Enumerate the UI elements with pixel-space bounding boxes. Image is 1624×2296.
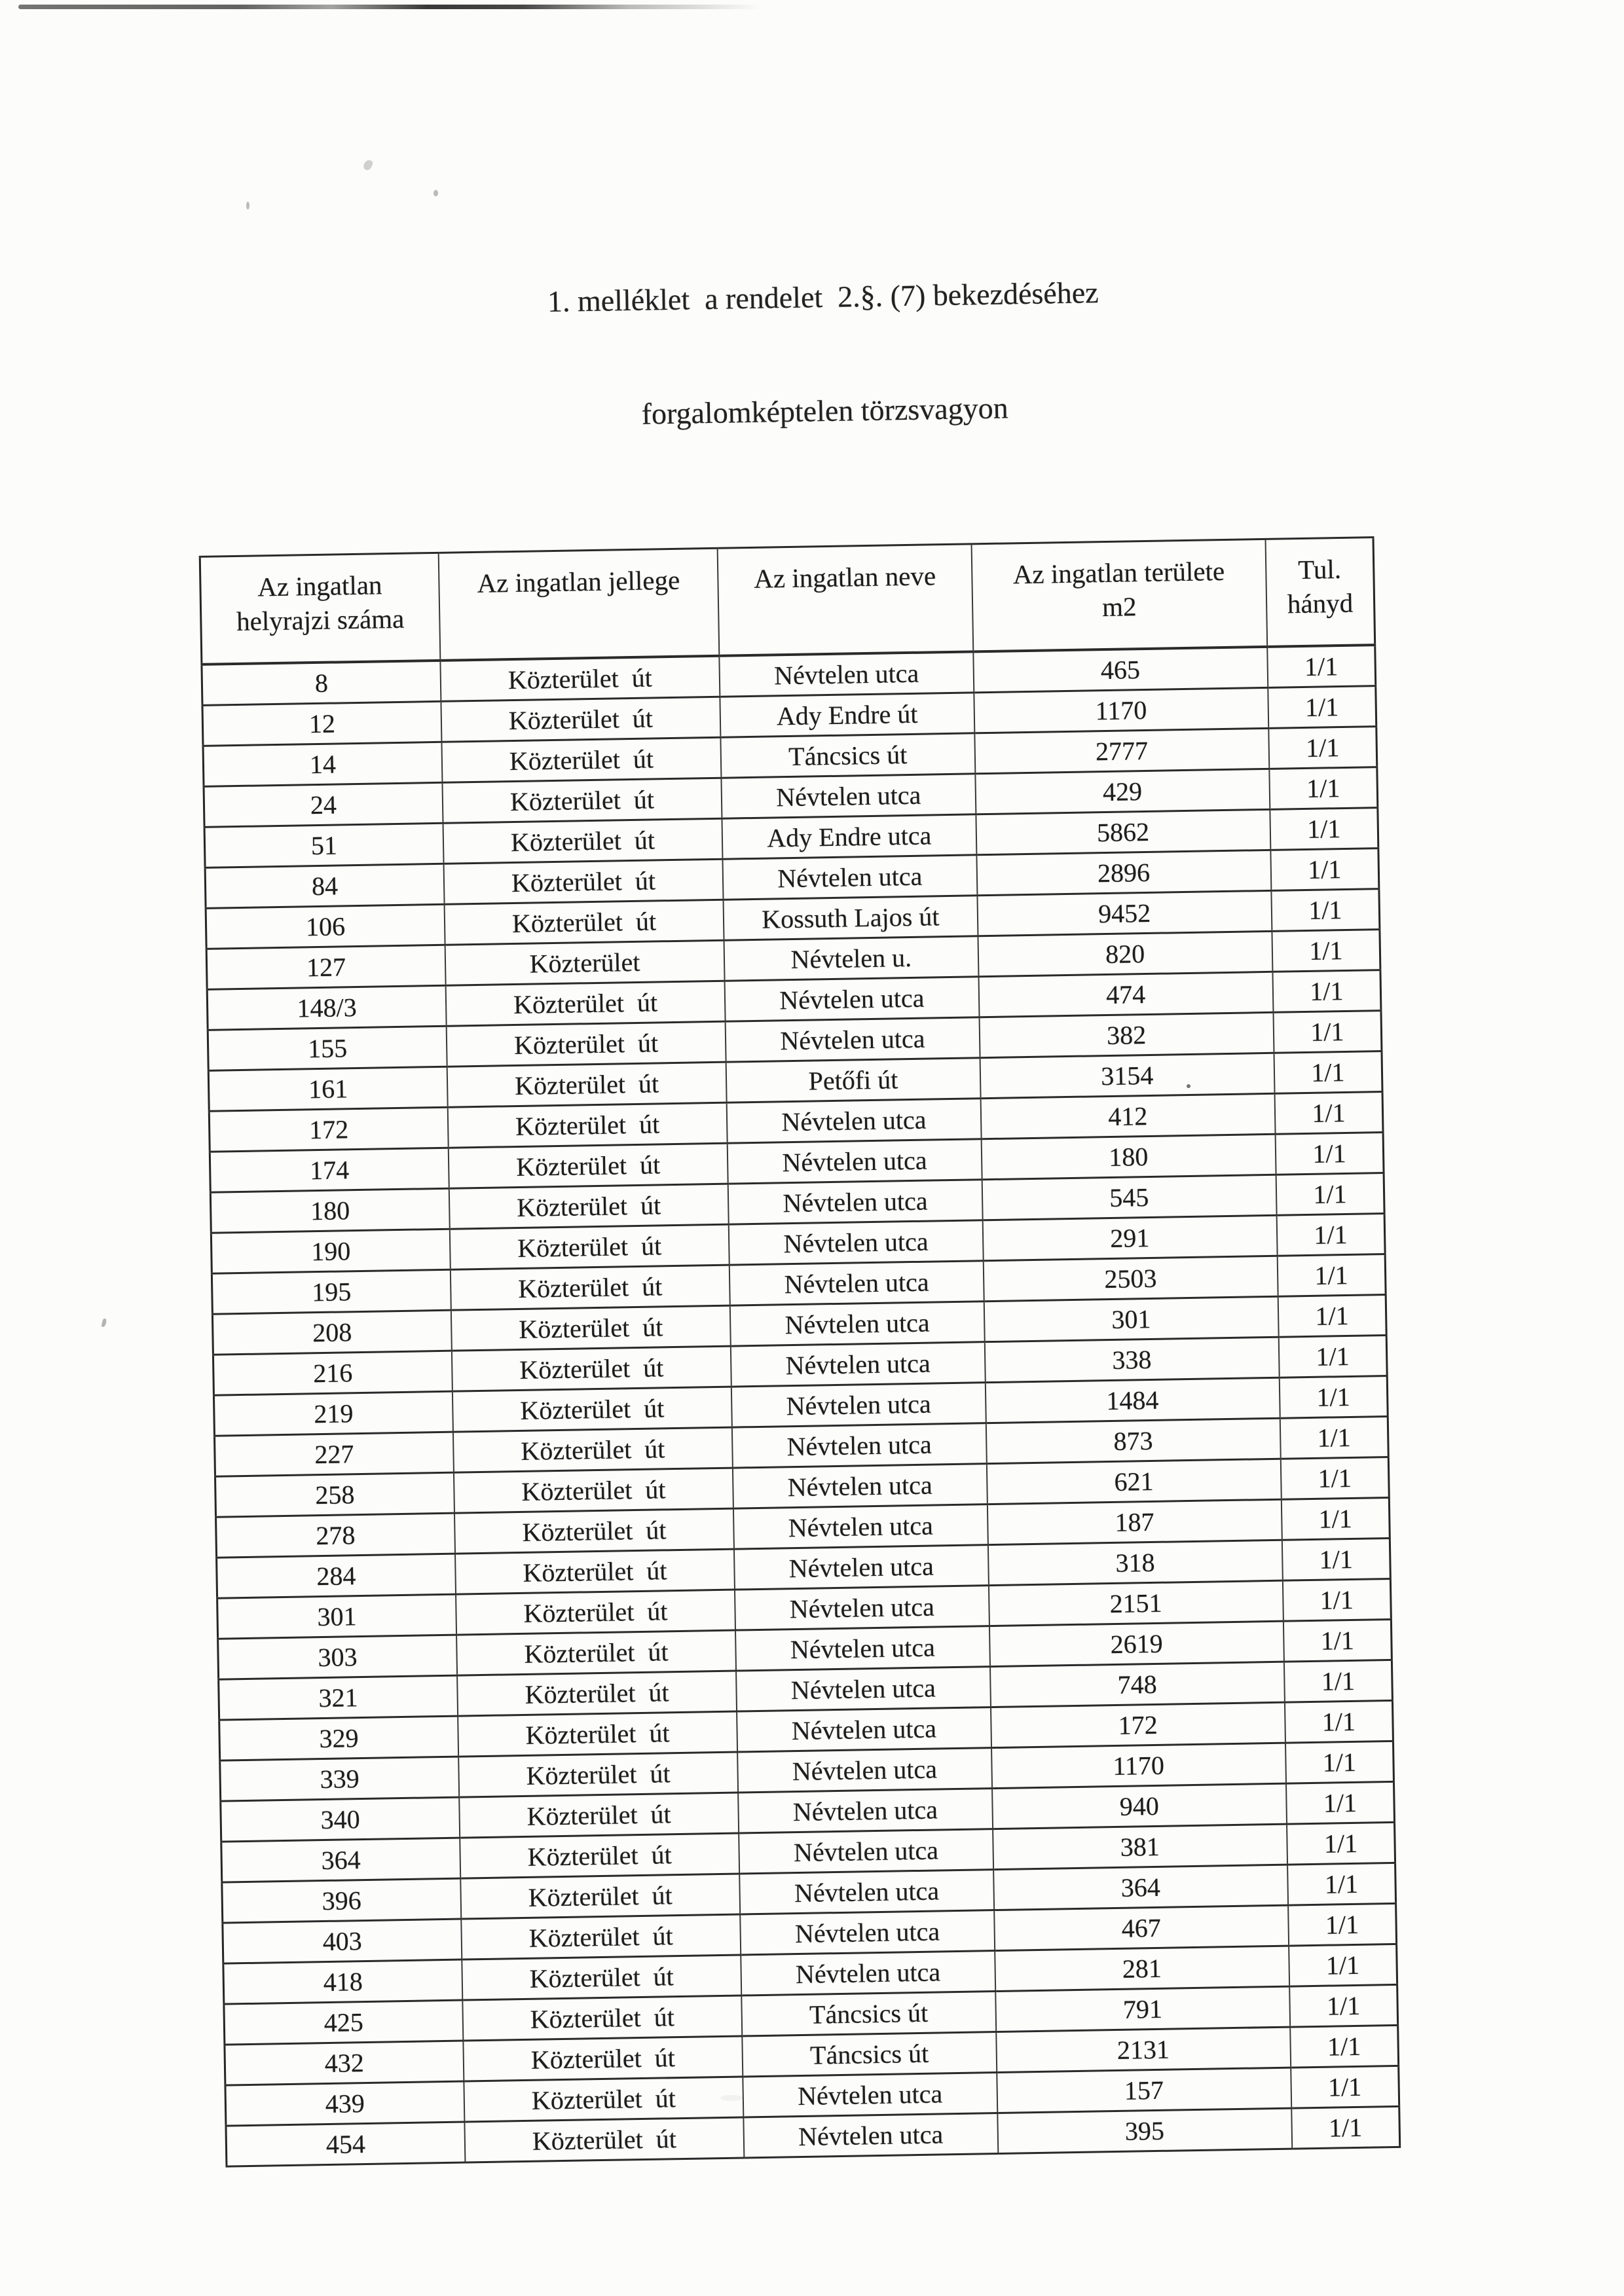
cell-helyrajzi-szam: 51 xyxy=(204,823,443,867)
cell-helyrajzi-szam: 340 xyxy=(221,1797,460,1842)
cell-jelleg: Közterület út xyxy=(462,1995,742,2041)
cell-terulet: 338 xyxy=(984,1337,1279,1382)
cell-helyrajzi-szam: 84 xyxy=(205,864,444,908)
cell-helyrajzi-szam: 339 xyxy=(220,1757,459,1801)
cell-terulet: 940 xyxy=(992,1783,1287,1829)
cell-helyrajzi-szam: 278 xyxy=(216,1513,455,1558)
cell-tul-hanyad: 1/1 xyxy=(1271,889,1380,932)
cell-jelleg: Közterület xyxy=(445,940,724,985)
cell-nev: Névtelen utca xyxy=(738,1789,992,1833)
header-line: Az ingatlan területe xyxy=(1012,555,1225,590)
document-title xyxy=(234,192,1414,516)
cell-tul-hanyad: 1/1 xyxy=(1270,848,1379,891)
cell-helyrajzi-szam: 190 xyxy=(211,1229,450,1273)
cell-nev: Névtelen utca xyxy=(728,1180,982,1224)
table-body xyxy=(202,645,1400,2166)
cell-tul-hanyad: 1/1 xyxy=(1287,1822,1395,1865)
cell-tul-hanyad: 1/1 xyxy=(1287,1863,1396,1905)
cell-helyrajzi-szam: 329 xyxy=(219,1716,458,1760)
cell-jelleg: Közterület út xyxy=(458,1711,737,1757)
cell-tul-hanyad: 1/1 xyxy=(1282,1497,1390,1540)
cell-helyrajzi-szam: 227 xyxy=(214,1432,453,1476)
cell-tul-hanyad: 1/1 xyxy=(1290,2025,1399,2068)
header-line: helyrajzi száma xyxy=(236,603,405,636)
cell-nev: Névtelen utca xyxy=(731,1383,986,1427)
cell-tul-hanyad: 1/1 xyxy=(1284,1660,1393,1702)
cell-nev: Névtelen utca xyxy=(737,1707,991,1752)
cell-nev: Névtelen utca xyxy=(723,855,977,900)
cell-tul-hanyad: 1/1 xyxy=(1291,2106,1400,2149)
cell-helyrajzi-szam: 432 xyxy=(225,2041,464,2085)
cell-jelleg: Közterület út xyxy=(451,1265,730,1310)
cell-terulet: 180 xyxy=(981,1134,1276,1179)
cell-terulet: 157 xyxy=(997,2068,1291,2113)
cell-nev: Névtelen utca xyxy=(733,1464,987,1508)
cell-helyrajzi-szam: 161 xyxy=(208,1066,447,1111)
cell-helyrajzi-szam: 219 xyxy=(213,1391,452,1436)
cell-jelleg: Közterület út xyxy=(442,778,722,823)
cell-terulet: 9452 xyxy=(977,890,1272,936)
cell-jelleg: Közterület út xyxy=(461,1914,741,1959)
cell-tul-hanyad: 1/1 xyxy=(1278,1336,1387,1378)
cell-helyrajzi-szam: 364 xyxy=(221,1838,460,1882)
cell-helyrajzi-szam: 258 xyxy=(215,1472,454,1517)
cell-terulet: 748 xyxy=(990,1662,1285,1707)
cell-nev: Névtelen utca xyxy=(735,1586,989,1630)
cell-terulet: 3154 xyxy=(980,1053,1274,1098)
cell-terulet: 474 xyxy=(978,972,1273,1017)
cell-helyrajzi-szam: 396 xyxy=(222,1878,461,1923)
cell-nev: Névtelen utca xyxy=(733,1504,987,1549)
cell-nev: Névtelen utca xyxy=(725,977,979,1021)
cell-helyrajzi-szam: 155 xyxy=(208,1026,447,1070)
cell-terulet: 318 xyxy=(987,1540,1282,1585)
cell-jelleg: Közterület út xyxy=(454,1468,733,1513)
cell-jelleg: Közterület út xyxy=(462,1955,741,2000)
header-line: Az ingatlan neve xyxy=(753,560,936,594)
cell-tul-hanyad: 1/1 xyxy=(1274,1092,1383,1135)
cell-jelleg: Közterület út xyxy=(450,1224,729,1269)
cell-helyrajzi-szam: 8 xyxy=(202,661,441,706)
cell-tul-hanyad: 1/1 xyxy=(1273,1011,1382,1053)
cell-terulet: 465 xyxy=(973,647,1268,693)
column-header-jelleg xyxy=(438,548,719,661)
cell-tul-hanyad: 1/1 xyxy=(1276,1214,1385,1256)
title-line-2: forgalomképtelen törzsvagyon xyxy=(641,391,1009,431)
cell-jelleg: Közterület út xyxy=(457,1671,737,1716)
cell-helyrajzi-szam: 174 xyxy=(210,1148,449,1192)
column-header-tul-hanyad xyxy=(1265,538,1375,647)
cell-nev: Névtelen utca xyxy=(736,1667,990,1711)
cell-terulet: 2777 xyxy=(974,728,1269,773)
cell-nev: Táncsics út xyxy=(721,733,975,778)
cell-terulet: 1170 xyxy=(974,687,1268,733)
cell-jelleg: Közterület út xyxy=(447,1062,726,1107)
cell-nev: Névtelen utca xyxy=(728,1139,982,1184)
header-line: m2 xyxy=(1101,591,1137,623)
cell-tul-hanyad: 1/1 xyxy=(1276,1173,1384,1216)
cell-nev: Táncsics út xyxy=(742,2032,996,2077)
cell-helyrajzi-szam: 301 xyxy=(217,1594,456,1639)
cell-terulet: 2151 xyxy=(988,1580,1283,1626)
cell-jelleg: Közterület út xyxy=(456,1590,735,1635)
cell-helyrajzi-szam: 180 xyxy=(210,1188,449,1233)
cell-tul-hanyad: 1/1 xyxy=(1277,1254,1386,1297)
cell-jelleg: Közterület út xyxy=(453,1427,733,1472)
header-line: Tul. xyxy=(1297,554,1342,585)
cell-nev: Névtelen utca xyxy=(729,1261,984,1305)
header-line: Az ingatlan jellege xyxy=(477,564,680,598)
cell-jelleg: Közterület út xyxy=(460,1833,739,1878)
cell-nev: Névtelen utca xyxy=(743,2073,997,2117)
cell-helyrajzi-szam: 303 xyxy=(218,1635,457,1679)
scan-speck xyxy=(434,190,438,196)
cell-tul-hanyad: 1/1 xyxy=(1288,1903,1397,1946)
cell-helyrajzi-szam: 403 xyxy=(223,1919,462,1963)
cell-nev: Táncsics út xyxy=(741,1992,995,2036)
cell-jelleg: Közterület út xyxy=(452,1346,731,1391)
cell-helyrajzi-szam: 454 xyxy=(226,2122,465,2166)
cell-terulet: 2619 xyxy=(989,1621,1284,1666)
cell-helyrajzi-szam: 195 xyxy=(212,1269,451,1314)
scan-speck xyxy=(101,1318,107,1327)
cell-jelleg: Közterület út xyxy=(456,1630,736,1675)
cell-jelleg: Közterület út xyxy=(458,1752,738,1797)
cell-jelleg: Közterület út xyxy=(440,656,720,702)
cell-terulet: 820 xyxy=(978,931,1272,976)
cell-tul-hanyad: 1/1 xyxy=(1289,1984,1398,2027)
cell-nev: Kossuth Lajos út xyxy=(724,896,978,940)
cell-jelleg: Közterület út xyxy=(452,1387,732,1432)
cell-terulet: 291 xyxy=(982,1215,1277,1260)
cell-jelleg: Közterület út xyxy=(443,859,723,904)
cell-helyrajzi-szam: 284 xyxy=(217,1554,456,1598)
cell-jelleg: Közterület út xyxy=(451,1305,731,1351)
cell-nev: Névtelen utca xyxy=(739,1870,993,1914)
cell-terulet: 382 xyxy=(979,1012,1274,1057)
cell-terulet: 395 xyxy=(997,2108,1292,2153)
cell-helyrajzi-szam: 172 xyxy=(209,1107,448,1152)
cell-tul-hanyad: 1/1 xyxy=(1283,1619,1392,1662)
column-header-helyrajzi-szam xyxy=(200,553,440,665)
cell-jelleg: Közterület út xyxy=(441,737,721,782)
cell-helyrajzi-szam: 148/3 xyxy=(207,985,446,1030)
cell-helyrajzi-szam: 106 xyxy=(206,904,445,949)
cell-tul-hanyad: 1/1 xyxy=(1280,1417,1389,1459)
cell-tul-hanyad: 1/1 xyxy=(1285,1700,1393,1743)
cell-helyrajzi-szam: 439 xyxy=(225,2081,464,2126)
scan-speck xyxy=(246,202,249,210)
cell-terulet: 791 xyxy=(995,1986,1290,2032)
cell-nev: Névtelen utca xyxy=(729,1220,983,1265)
cell-jelleg: Közterület út xyxy=(445,981,725,1026)
cell-tul-hanyad: 1/1 xyxy=(1282,1538,1391,1580)
cell-nev: Ady Endre utca xyxy=(722,814,976,859)
scanner-edge-artifact xyxy=(18,5,762,9)
cell-terulet: 364 xyxy=(993,1865,1288,1910)
cell-terulet: 2503 xyxy=(983,1256,1278,1301)
cell-jelleg: Közterület út xyxy=(460,1874,740,1919)
cell-helyrajzi-szam: 425 xyxy=(224,2000,463,2045)
cell-tul-hanyad: 1/1 xyxy=(1291,2066,1399,2108)
cell-terulet: 412 xyxy=(980,1093,1275,1139)
cell-helyrajzi-szam: 14 xyxy=(203,742,442,786)
cell-tul-hanyad: 1/1 xyxy=(1270,808,1378,850)
title-line-1: 1. melléklet a rendelet 2.§. (7) bekezdéséhez xyxy=(547,276,1099,319)
cell-tul-hanyad: 1/1 xyxy=(1267,645,1376,687)
table-header-row xyxy=(200,538,1375,665)
cell-helyrajzi-szam: 321 xyxy=(219,1675,458,1720)
cell-nev: Névtelen utca xyxy=(741,1951,995,1995)
cell-tul-hanyad: 1/1 xyxy=(1272,930,1380,972)
cell-nev: Névtelen utca xyxy=(727,1099,981,1143)
cell-jelleg: Közterület út xyxy=(464,2077,743,2122)
cell-tul-hanyad: 1/1 xyxy=(1268,727,1377,769)
cell-tul-hanyad: 1/1 xyxy=(1275,1133,1384,1175)
cell-tul-hanyad: 1/1 xyxy=(1280,1376,1388,1419)
cell-helyrajzi-szam: 24 xyxy=(204,782,443,827)
cell-terulet: 1170 xyxy=(991,1743,1286,1788)
cell-nev: Névtelen utca xyxy=(732,1423,986,1468)
column-header-nev xyxy=(718,544,973,656)
scan-speck xyxy=(362,158,374,172)
cell-jelleg: Közterület út xyxy=(444,900,724,945)
cell-tul-hanyad: 1/1 xyxy=(1274,1051,1382,1094)
cell-nev: Petőfi út xyxy=(726,1058,980,1102)
document-content xyxy=(193,193,1401,2167)
cell-jelleg: Közterület út xyxy=(463,2036,743,2081)
cell-jelleg: Közterület út xyxy=(443,818,722,864)
cell-terulet: 172 xyxy=(991,1702,1285,1747)
cell-tul-hanyad: 1/1 xyxy=(1272,970,1381,1013)
cell-terulet: 2896 xyxy=(976,850,1271,895)
cell-jelleg: Közterület út xyxy=(449,1184,729,1229)
table-header xyxy=(200,538,1375,665)
cell-nev: Névtelen utca xyxy=(722,774,976,818)
cell-helyrajzi-szam: 12 xyxy=(202,701,441,746)
cell-helyrajzi-szam: 418 xyxy=(223,1959,462,2004)
cell-tul-hanyad: 1/1 xyxy=(1283,1578,1392,1621)
cell-terulet: 621 xyxy=(986,1459,1281,1504)
cell-jelleg: Közterület út xyxy=(455,1549,735,1594)
cell-nev: Névtelen utca xyxy=(719,651,973,697)
cell-terulet: 467 xyxy=(994,1905,1289,1950)
property-table xyxy=(199,536,1401,2167)
cell-terulet: 545 xyxy=(982,1175,1276,1220)
cell-helyrajzi-szam: 208 xyxy=(212,1310,451,1355)
header-line: Az ingatlan xyxy=(257,570,382,602)
cell-tul-hanyad: 1/1 xyxy=(1289,1944,1397,1986)
cell-jelleg: Közterület út xyxy=(449,1143,728,1188)
cell-terulet: 5862 xyxy=(976,809,1270,854)
cell-terulet: 873 xyxy=(986,1418,1280,1463)
header-line: hányd xyxy=(1287,587,1354,619)
cell-nev: Névtelen utca xyxy=(730,1302,984,1346)
cell-nev: Névtelen utca xyxy=(737,1748,991,1793)
cell-tul-hanyad: 1/1 xyxy=(1268,686,1376,729)
cell-terulet: 381 xyxy=(993,1824,1287,1869)
cell-tul-hanyad: 1/1 xyxy=(1269,767,1378,810)
cell-nev: Névtelen utca xyxy=(740,1910,994,1955)
cell-nev: Névtelen utca xyxy=(734,1545,988,1590)
cell-terulet: 187 xyxy=(987,1499,1282,1544)
cell-jelleg: Közterület út xyxy=(448,1102,728,1148)
cell-terulet: 301 xyxy=(984,1296,1278,1341)
cell-nev: Névtelen utca xyxy=(731,1342,985,1387)
cell-terulet: 429 xyxy=(975,769,1270,814)
cell-nev: Névtelen utca xyxy=(739,1829,993,1874)
cell-nev: Névtelen utca xyxy=(726,1017,980,1062)
cell-jelleg: Közterület út xyxy=(459,1793,739,1838)
cell-nev: Névtelen utca xyxy=(743,2113,997,2158)
cell-tul-hanyad: 1/1 xyxy=(1278,1295,1386,1338)
cell-jelleg: Közterület út xyxy=(454,1508,734,1554)
cell-tul-hanyad: 1/1 xyxy=(1286,1781,1395,1824)
cell-tul-hanyad: 1/1 xyxy=(1281,1457,1390,1499)
column-header-terulet xyxy=(971,539,1267,651)
cell-jelleg: Közterület út xyxy=(464,2117,744,2162)
cell-tul-hanyad: 1/1 xyxy=(1285,1741,1394,1783)
cell-terulet: 281 xyxy=(995,1946,1289,1991)
cell-jelleg: Közterület út xyxy=(441,697,720,742)
cell-nev: Névtelen u. xyxy=(724,936,978,981)
cell-terulet: 2131 xyxy=(996,2027,1291,2072)
cell-nev: Ady Endre út xyxy=(720,693,974,737)
cell-helyrajzi-szam: 216 xyxy=(213,1351,452,1395)
cell-terulet: 1484 xyxy=(985,1377,1280,1423)
cell-nev: Névtelen utca xyxy=(735,1626,989,1671)
cell-helyrajzi-szam: 127 xyxy=(206,945,445,989)
cell-jelleg: Közterület út xyxy=(446,1021,726,1066)
